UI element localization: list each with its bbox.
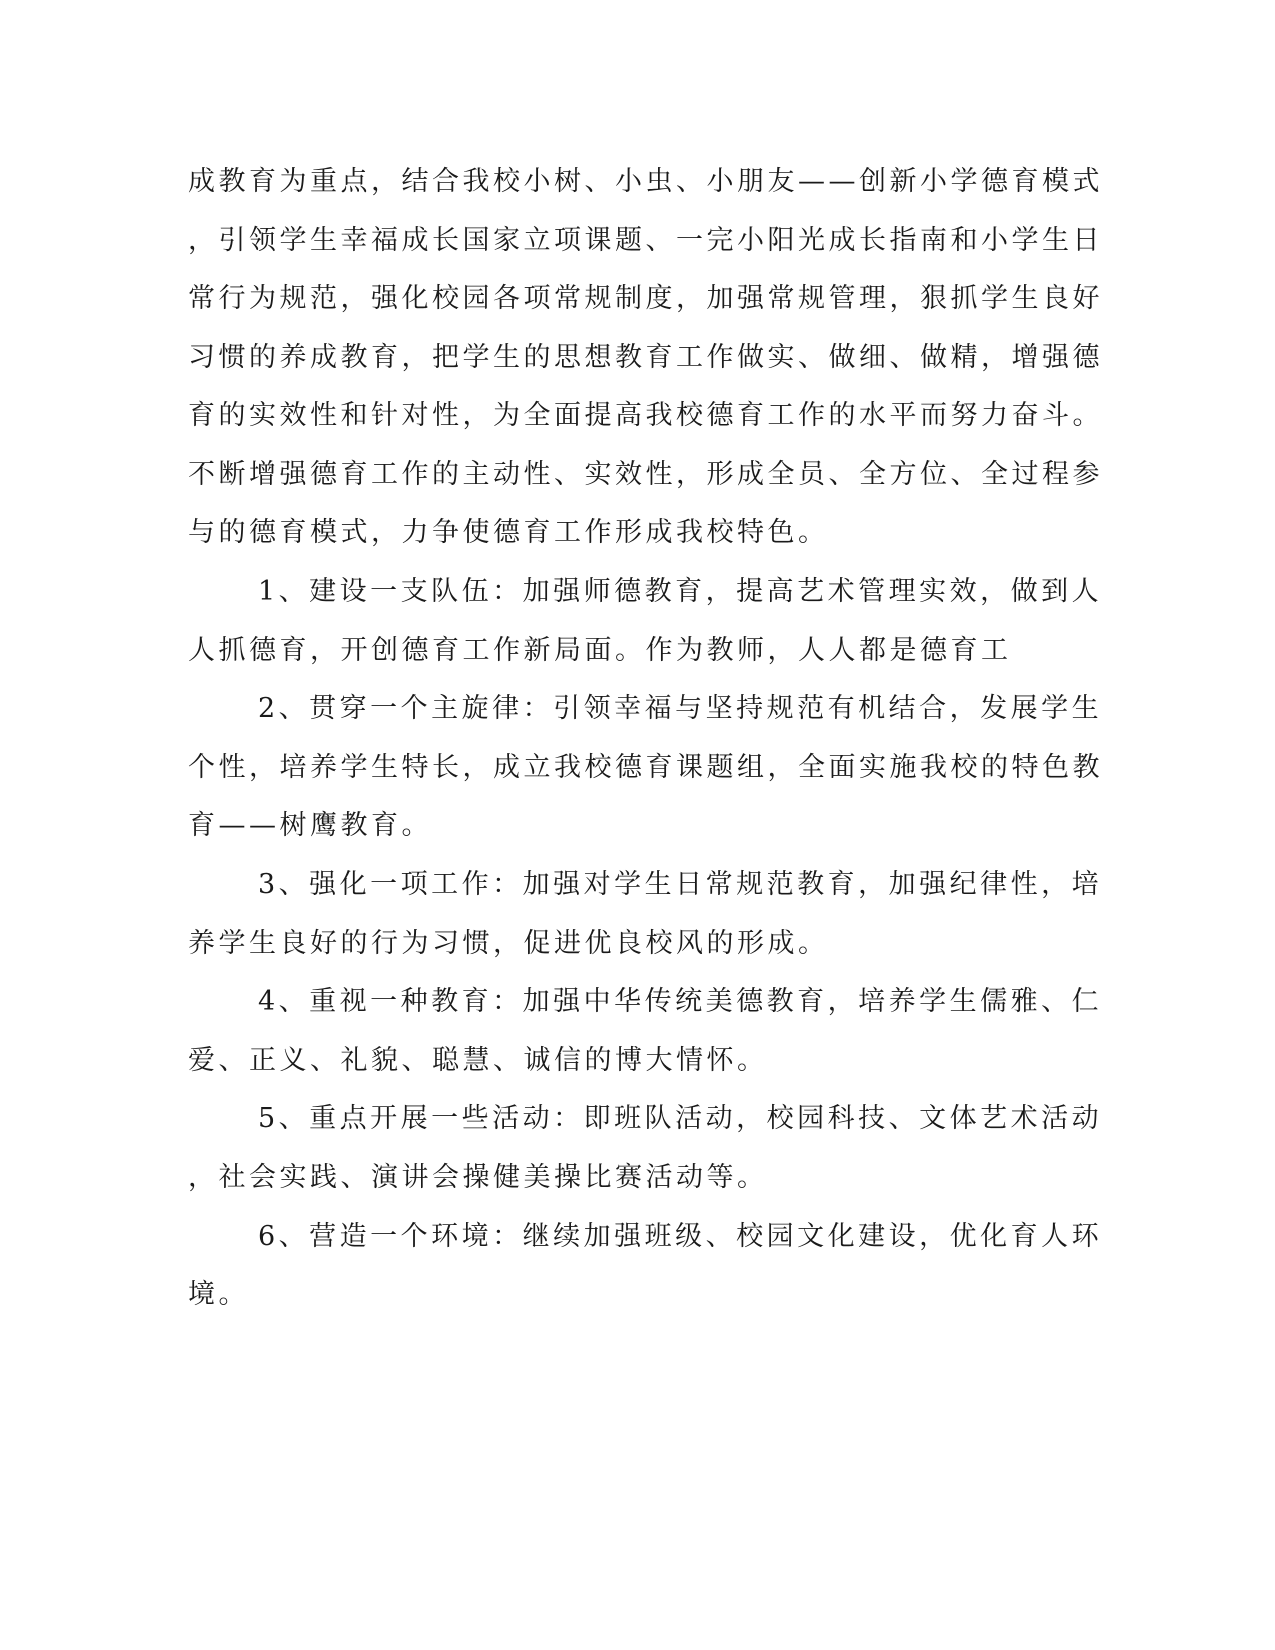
- item-2-line-1: 2、贯穿一个主旋律：引领幸福与坚持规范有机结合，发展学生: [258, 693, 1103, 724]
- text-line-2: ，引领学生幸福成长国家立项课题、一完小阳光成长指南和小学生日: [188, 225, 1103, 256]
- item-6-line-2: 境。: [188, 1279, 249, 1310]
- text-line-1: 成教育为重点，结合我校小树、小虫、小朋友——创新小学德育模式: [188, 166, 1103, 197]
- text-line-4: 习惯的养成教育，把学生的思想教育工作做实、做细、做精，增强德: [188, 342, 1103, 373]
- item-4-line-1: 4、重视一种教育：加强中华传统美德教育，培养学生儒雅、仁: [258, 986, 1103, 1017]
- text-line-5: 育的实效性和针对性，为全面提高我校德育工作的水平而努力奋斗。: [188, 400, 1103, 431]
- item-5-line-2: ，社会实践、演讲会操健美操比赛活动等。: [188, 1162, 768, 1193]
- item-6-line-1: 6、营造一个环境：继续加强班级、校园文化建设，优化育人环: [258, 1221, 1103, 1252]
- item-2-line-2: 个性，培养学生特长，成立我校德育课题组，全面实施我校的特色教: [188, 752, 1103, 783]
- item-1-line-1: 1、建设一支队伍：加强师德教育，提高艺术管理实效，做到人: [258, 576, 1103, 607]
- item-4-line-2: 爱、正义、礼貌、聪慧、诚信的博大情怀。: [188, 1045, 768, 1076]
- text-line-7: 与的德育模式，力争使德育工作形成我校特色。: [188, 517, 829, 548]
- text-line-3: 常行为规范，强化校园各项常规制度，加强常规管理，狠抓学生良好: [188, 283, 1103, 314]
- item-1-line-2: 人抓德育，开创德育工作新局面。作为教师，人人都是德育工: [188, 635, 1012, 666]
- text-line-6: 不断增强德育工作的主动性、实效性，形成全员、全方位、全过程参: [188, 459, 1103, 490]
- item-3-line-2: 养学生良好的行为习惯，促进优良校风的形成。: [188, 928, 829, 959]
- item-2-line-3: 育——树鹰教育。: [188, 810, 432, 841]
- item-3-line-1: 3、强化一项工作：加强对学生日常规范教育，加强纪律性，培: [258, 869, 1103, 900]
- item-5-line-1: 5、重点开展一些活动：即班队活动，校园科技、文体艺术活动: [258, 1103, 1103, 1134]
